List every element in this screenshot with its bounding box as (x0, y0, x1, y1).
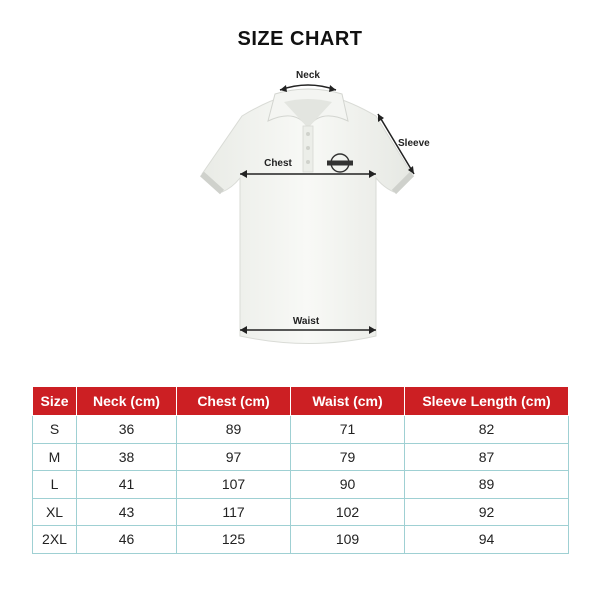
sleeve-cell: 89 (405, 471, 569, 499)
sleeve-cell: 87 (405, 443, 569, 471)
neck-label: Neck (296, 70, 320, 81)
shirt-figure (180, 66, 440, 356)
waist-label: Waist (292, 316, 320, 327)
neck-cell: 41 (77, 471, 177, 499)
header-neck: Neck (cm) (77, 387, 177, 416)
size-cell: XL (33, 498, 77, 526)
table-row (33, 471, 569, 499)
sleeve-label: Sleeve (398, 138, 430, 149)
table-header-row (33, 387, 569, 416)
chest-cell: 97 (177, 443, 291, 471)
header-waist: Waist (cm) (291, 387, 405, 416)
waist-cell: 90 (291, 471, 405, 499)
waist-cell: 102 (291, 498, 405, 526)
neck-cell: 43 (77, 498, 177, 526)
size-cell: L (33, 471, 77, 499)
sleeve-cell: 82 (405, 416, 569, 444)
chest-cell: 125 (177, 526, 291, 554)
header-chest: Chest (cm) (177, 387, 291, 416)
sleeve-cell: 92 (405, 498, 569, 526)
waist-cell: 109 (291, 526, 405, 554)
neck-cell: 36 (77, 416, 177, 444)
table-row (33, 416, 569, 444)
size-table (32, 386, 569, 554)
chest-cell: 117 (177, 498, 291, 526)
waist-cell: 79 (291, 443, 405, 471)
header-sleeve-length: Sleeve Length (cm) (405, 387, 569, 416)
chest-cell: 89 (177, 416, 291, 444)
sleeve-cell: 94 (405, 526, 569, 554)
page-title: SIZE CHART (237, 28, 363, 50)
size-cell: S (33, 416, 77, 444)
neck-cell: 38 (77, 443, 177, 471)
size-cell: M (33, 443, 77, 471)
waist-cell: 71 (291, 416, 405, 444)
size-cell: 2XL (33, 526, 77, 554)
polo-shirt-icon (180, 66, 440, 356)
neck-cell: 46 (77, 526, 177, 554)
table-row (33, 443, 569, 471)
chest-label: Chest (264, 158, 292, 169)
table-row (33, 526, 569, 554)
table-row (33, 498, 569, 526)
header-size: Size (33, 387, 77, 416)
chest-cell: 107 (177, 471, 291, 499)
